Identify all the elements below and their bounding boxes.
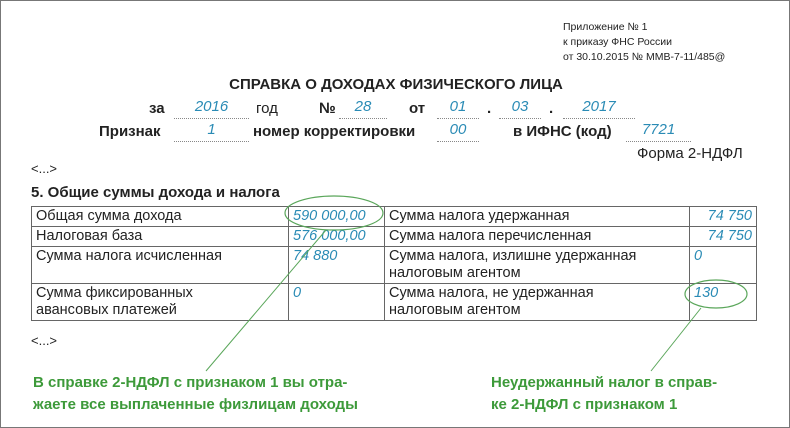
month-value: 03 (499, 98, 541, 119)
ellipsis: <...> (31, 333, 58, 348)
date-year-value: 2017 (563, 98, 635, 119)
highlight-ellipse (285, 196, 383, 230)
year-value: 2016 (174, 98, 249, 119)
cell-label: Сумма налога исчисленная (32, 247, 289, 284)
callout-note-left (33, 372, 358, 416)
number-label: № (319, 100, 336, 117)
note-line: жаете все выплаченные физлицам доходы (33, 396, 358, 413)
cell-value: 576 000,00 (289, 227, 385, 247)
cell-label: Налоговая база (32, 227, 289, 247)
cell-value: 130 (690, 284, 757, 321)
cell-label: Сумма налога, излишне удержанная налоговым агентом (385, 247, 690, 284)
appendix-line: Приложение № 1 (563, 21, 648, 33)
date-dot: . (487, 100, 492, 117)
note-line: Неудержанный налог в справ- (491, 374, 718, 391)
ot-label: от (409, 100, 426, 117)
cell-value: 590 000,00 (289, 207, 385, 227)
day-value: 01 (437, 98, 479, 119)
ellipsis: <...> (31, 161, 58, 176)
priznak-label: Признак (99, 123, 161, 140)
appendix-line: от 30.10.2015 № ММВ-7-11/485@ (563, 51, 726, 63)
cell-value: 74 750 (690, 227, 757, 247)
cell-label: Сумма налога удержанная (385, 207, 690, 227)
correction-value: 00 (437, 121, 479, 142)
appendix-line: к приказу ФНС России (563, 36, 672, 48)
za-label: за (149, 100, 165, 117)
ifns-label: в ИФНС (код) (513, 123, 612, 140)
note-line: ке 2-НДФЛ с признаком 1 (491, 396, 678, 413)
document-title: СПРАВКА О ДОХОДАХ ФИЗИЧЕСКОГО ЛИЦА (229, 76, 563, 93)
cell-label: Сумма фиксированных авансовых платежей (32, 284, 289, 321)
note-line: В справке 2-НДФЛ с признаком 1 вы отра- (33, 374, 348, 391)
section-title: 5. Общие суммы дохода и налога (31, 184, 280, 201)
highlight-ellipse (685, 280, 747, 308)
cell-label: Сумма налога, не удержанная налоговым агентом (385, 284, 690, 321)
form-name: Форма 2-НДФЛ (637, 145, 743, 162)
cell-value: 74 880 (289, 247, 385, 284)
callout-graphics (1, 1, 790, 428)
callout-line (651, 308, 701, 371)
cell-label: Сумма налога перечисленная (385, 227, 690, 247)
cell-value: 0 (289, 284, 385, 321)
priznak-value: 1 (174, 121, 249, 142)
callout-line (206, 230, 326, 371)
callout-note-right (491, 372, 717, 416)
cell-value: 0 (690, 247, 757, 284)
cell-label: Общая сумма дохода (32, 207, 289, 227)
correction-label: номер корректировки (253, 123, 416, 140)
ifns-value: 7721 (626, 121, 691, 142)
god-label: год (256, 100, 278, 117)
date-dot: . (549, 100, 554, 117)
cell-value: 74 750 (690, 207, 757, 227)
number-value: 28 (339, 98, 387, 119)
